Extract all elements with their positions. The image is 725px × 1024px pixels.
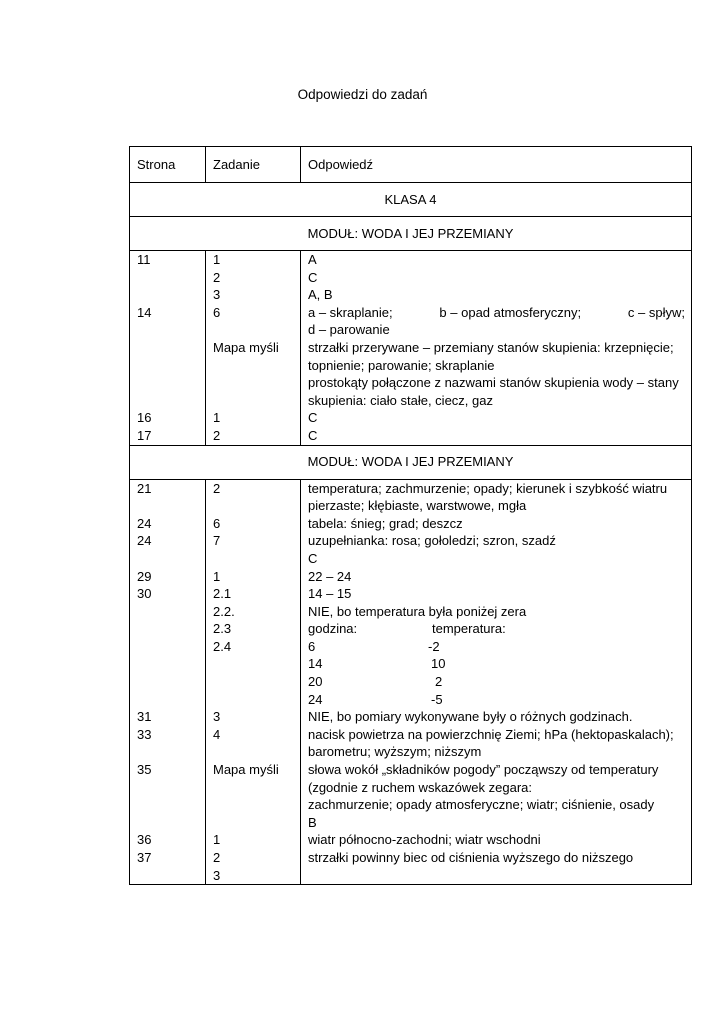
answer-part: 6 bbox=[308, 638, 316, 654]
answer-part: temperatura: bbox=[432, 621, 506, 637]
task-number: 4 bbox=[213, 726, 221, 742]
task-number bbox=[213, 357, 300, 375]
task-number bbox=[213, 321, 300, 339]
answer-line: (zgodnie z ruchem wskazówek zegara: bbox=[308, 779, 532, 795]
module1-odpowiedz-cell bbox=[301, 251, 692, 446]
answer-line: zachmurzenie; opady atmosferyczne; wiatr; ciśnienie, osady bbox=[308, 797, 655, 813]
page-number bbox=[137, 814, 205, 832]
page-number bbox=[137, 620, 205, 638]
page-number bbox=[137, 779, 205, 797]
answer-part: 10 bbox=[431, 656, 446, 672]
module2-zadanie-cell bbox=[206, 479, 301, 885]
module1-strona-cell bbox=[130, 251, 206, 446]
page-number: 35 bbox=[137, 762, 152, 778]
task-number: 2.1 bbox=[213, 586, 232, 602]
page-number bbox=[137, 357, 205, 375]
page-number: 17 bbox=[137, 427, 152, 443]
page-number bbox=[137, 638, 205, 656]
page-number: 24 bbox=[137, 515, 152, 531]
task-number bbox=[213, 673, 300, 691]
module1-strona-list bbox=[137, 251, 205, 445]
page-number bbox=[137, 286, 205, 304]
answer-line: uzupełnianka: rosa; gołoledzi; szron, szadź bbox=[308, 533, 556, 549]
page-number: 11 bbox=[137, 252, 151, 267]
page-number: 33 bbox=[137, 726, 152, 742]
answer-part: -2 bbox=[428, 638, 440, 654]
answer-line: NIE, bo temperatura była poniżej zera bbox=[308, 603, 527, 619]
answer-line: C bbox=[308, 427, 318, 443]
task-number bbox=[213, 550, 300, 568]
answer-line: pierzaste; kłębiaste, warstwowe, mgła bbox=[308, 498, 527, 514]
answer-line: słowa wokół „składników pogody” począwszy od temperatury bbox=[308, 762, 659, 778]
module1-title-row bbox=[130, 217, 692, 251]
task-number bbox=[213, 497, 300, 515]
answer-line: C bbox=[308, 410, 318, 426]
klasa-row bbox=[130, 183, 692, 217]
task-number: 2.4 bbox=[213, 638, 232, 654]
answer-line: 14 – 15 bbox=[308, 586, 352, 602]
task-number: 3 bbox=[213, 867, 221, 883]
temperature-table-row bbox=[308, 638, 691, 656]
answer-line: 22 – 24 bbox=[308, 568, 352, 584]
answer-line: C bbox=[308, 269, 318, 285]
answer-part: 24 bbox=[308, 691, 323, 707]
temperature-table-row bbox=[308, 673, 691, 691]
task-number: 7 bbox=[213, 533, 221, 549]
task-number bbox=[213, 392, 300, 410]
task-number: 1 bbox=[213, 410, 221, 426]
answer-line: A, B bbox=[308, 287, 333, 303]
page-number: 37 bbox=[137, 850, 152, 865]
answer-line: barometru; wyższym; niższym bbox=[308, 744, 482, 760]
task-number: 2 bbox=[213, 269, 221, 285]
page-number: 14 bbox=[137, 304, 152, 320]
answer-line: tabela: śnieg; grad; deszcz bbox=[308, 515, 463, 531]
header-odpowiedz: Odpowiedź bbox=[301, 147, 692, 183]
page-number: 31 bbox=[137, 709, 152, 725]
page-number bbox=[137, 374, 205, 392]
page-number: 29 bbox=[137, 568, 152, 584]
task-number bbox=[213, 655, 300, 673]
task-number: 2.3 bbox=[213, 621, 232, 637]
task-number: 2 bbox=[213, 427, 221, 443]
task-number bbox=[213, 691, 300, 709]
page-number: 24 bbox=[137, 533, 152, 549]
module2-title: MODUŁ: WODA I JEJ PRZEMIANY bbox=[130, 445, 692, 479]
module2-odpowiedz-cell bbox=[301, 479, 692, 885]
page-number bbox=[137, 655, 205, 673]
task-number bbox=[213, 814, 300, 832]
page-number bbox=[137, 269, 205, 287]
answer-part: b – opad atmosferyczny; bbox=[439, 304, 582, 320]
module1-content-row bbox=[130, 251, 692, 446]
answer-line: strzałki przerywane – przemiany stanów skupienia: krzepnięcie; bbox=[308, 339, 674, 355]
temperature-table-row bbox=[308, 655, 691, 673]
answer-part: godzina: bbox=[308, 621, 358, 637]
answer-part: a – skraplanie; bbox=[308, 304, 393, 320]
klasa-label: KLASA 4 bbox=[130, 183, 692, 217]
page-number: 30 bbox=[137, 586, 152, 602]
answer-part: 20 bbox=[308, 674, 323, 690]
page-number bbox=[137, 550, 205, 568]
page-number bbox=[137, 867, 205, 885]
task-number bbox=[213, 743, 300, 761]
module2-title-row bbox=[130, 445, 692, 479]
answer-line: prostokąty połączone z nazwami stanów skupienia wody – stany bbox=[308, 375, 679, 391]
answer-part: 2 bbox=[435, 674, 443, 690]
answer-part: c – spływ; bbox=[627, 304, 685, 320]
page-number bbox=[137, 691, 205, 709]
task-number: 1 bbox=[213, 832, 221, 848]
temperature-table-header bbox=[308, 620, 691, 638]
module2-strona-list bbox=[137, 480, 205, 885]
answer-line: wiatr północno-zachodni; wiatr wschodni bbox=[308, 832, 541, 848]
temperature-table-row bbox=[308, 691, 691, 709]
answer-line: NIE, bo pomiary wykonywane były o różnych godzinach. bbox=[308, 709, 633, 725]
module2-strona-cell bbox=[130, 479, 206, 885]
task-number: 1 bbox=[213, 568, 221, 584]
answer-line-empty bbox=[308, 867, 691, 885]
answer-line: strzałki powinny biec od ciśnienia wyższego do niższego bbox=[308, 850, 634, 865]
header-zadanie: Zadanie bbox=[206, 147, 301, 183]
answer-part: 14 bbox=[308, 656, 323, 672]
task-number: Mapa myśli bbox=[213, 339, 279, 355]
page-number: 16 bbox=[137, 410, 152, 426]
task-number: Mapa myśli bbox=[213, 762, 279, 778]
module1-zadanie-list bbox=[213, 251, 300, 445]
header-strona: Strona bbox=[130, 147, 206, 183]
answer-line: nacisk powietrza na powierzchnię Ziemi; hPa (hektopaskalach); bbox=[308, 726, 674, 742]
task-number: 2 bbox=[213, 850, 221, 865]
table-header-row bbox=[130, 147, 692, 183]
page-number bbox=[137, 796, 205, 814]
answer-line: d – parowanie bbox=[308, 322, 390, 338]
answer-line: B bbox=[308, 814, 317, 830]
page-number bbox=[137, 743, 205, 761]
task-number: 3 bbox=[213, 287, 221, 303]
task-number: 1 bbox=[213, 252, 221, 267]
answer-line: topnienie; parowanie; skraplanie bbox=[308, 357, 495, 373]
answer-part: -5 bbox=[431, 691, 443, 707]
answer-line: C bbox=[308, 550, 318, 566]
answer-line bbox=[308, 304, 691, 322]
answer-line: temperatura; zachmurzenie; opady; kierunek i szybkość wiatru bbox=[308, 480, 668, 496]
module2-zadanie-list bbox=[213, 480, 300, 885]
document-title: Odpowiedzi do zadań bbox=[297, 87, 428, 102]
task-number bbox=[213, 779, 300, 797]
task-number: 6 bbox=[213, 515, 221, 531]
page-number bbox=[137, 673, 205, 691]
page-number bbox=[137, 392, 205, 410]
page-number bbox=[137, 603, 205, 621]
task-number: 6 bbox=[213, 304, 221, 320]
answers-table bbox=[129, 146, 692, 885]
page-number bbox=[137, 497, 205, 515]
page-number bbox=[137, 339, 205, 357]
answer-line: A bbox=[308, 252, 317, 267]
task-number: 2.2. bbox=[213, 603, 235, 619]
module1-zadanie-cell bbox=[206, 251, 301, 446]
task-number bbox=[213, 374, 300, 392]
page-number bbox=[137, 321, 205, 339]
page-number: 36 bbox=[137, 832, 152, 848]
module1-title: MODUŁ: WODA I JEJ PRZEMIANY bbox=[130, 217, 692, 251]
answer-line: skupienia: ciało stałe, ciecz, gaz bbox=[308, 392, 493, 408]
task-number: 2 bbox=[213, 480, 221, 496]
page-number: 21 bbox=[137, 480, 152, 496]
task-number bbox=[213, 796, 300, 814]
task-number: 3 bbox=[213, 709, 221, 725]
module2-content-row bbox=[130, 479, 692, 885]
